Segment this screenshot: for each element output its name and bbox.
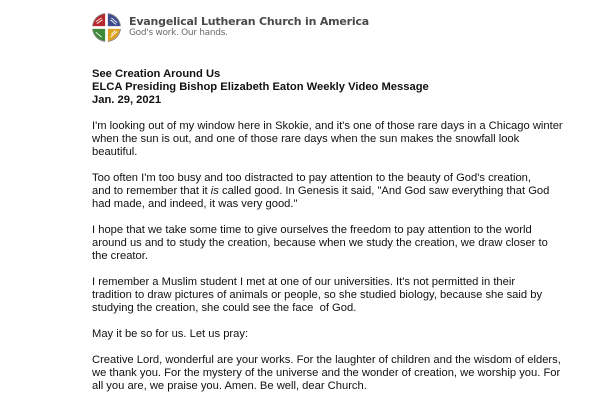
- text-line: Too often I'm too busy and too distracted to pay attention to the beauty of God's creation,: [92, 172, 531, 184]
- text-segment: and to remember that it: [92, 185, 211, 197]
- paragraph-1: [92, 120, 597, 159]
- document-date: Jan. 29, 2021: [92, 94, 162, 106]
- text-line: we thank you. For the mystery of the universe and the wonder of creation, we worship you. For: [92, 367, 561, 379]
- text-line: May it be so for us. Let us pray:: [92, 328, 249, 340]
- text-line: had made, and indeed, it was very good.": [92, 198, 298, 210]
- text-line: when the sun is out, and one of those rare days when the sun makes the snowfall look: [92, 133, 520, 145]
- paragraph-5: [92, 328, 597, 341]
- page-header: [91, 10, 369, 44]
- text-line: around us and to study the creation, because when we study the creation, we draw closer to: [92, 237, 548, 249]
- elca-cross-logo-icon: [91, 12, 122, 43]
- text-line: all you are, we praise you. Amen. Be well, dear Church.: [92, 380, 367, 392]
- document-title: See Creation Around Us: [92, 68, 221, 80]
- text-line: I remember a Muslim student I met at one of our universities. It's not permitted in their: [92, 276, 516, 288]
- document-subtitle: ELCA Presiding Bishop Elizabeth Eaton Weekly Video Message: [92, 81, 429, 93]
- paragraph-prayer: [92, 354, 597, 393]
- document-heading: [92, 68, 597, 107]
- text-line-with-emphasis: [92, 185, 597, 198]
- text-line: the creator.: [92, 250, 148, 262]
- text-segment: called good. In Genesis it said, "And God saw everything that God: [218, 185, 550, 197]
- brand-tagline: God's work. Our hands.: [129, 28, 228, 38]
- paragraph-4: [92, 276, 597, 315]
- text-line: studying the creation, she could see the face of God.: [92, 302, 357, 314]
- text-line: Creative Lord, wonderful are your works. For the laughter of children and the wisdom of elders,: [92, 354, 561, 366]
- brand-block: [129, 15, 369, 39]
- emphasis-is: is: [210, 185, 219, 197]
- text-line: tradition to draw pictures of animals or people, so she studied biology, because she said by: [92, 289, 543, 301]
- paragraph-3: [92, 224, 597, 263]
- text-line: beautiful.: [92, 146, 138, 158]
- text-line: I'm looking out of my window here in Skokie, and it's one of those rare days in a Chicago winter: [92, 120, 563, 132]
- text-line: I hope that we take some time to give ourselves the freedom to pay attention to the world: [92, 224, 532, 236]
- brand-name: Evangelical Lutheran Church in America: [129, 15, 370, 28]
- document-body: [92, 68, 597, 406]
- paragraph-2: [92, 172, 597, 211]
